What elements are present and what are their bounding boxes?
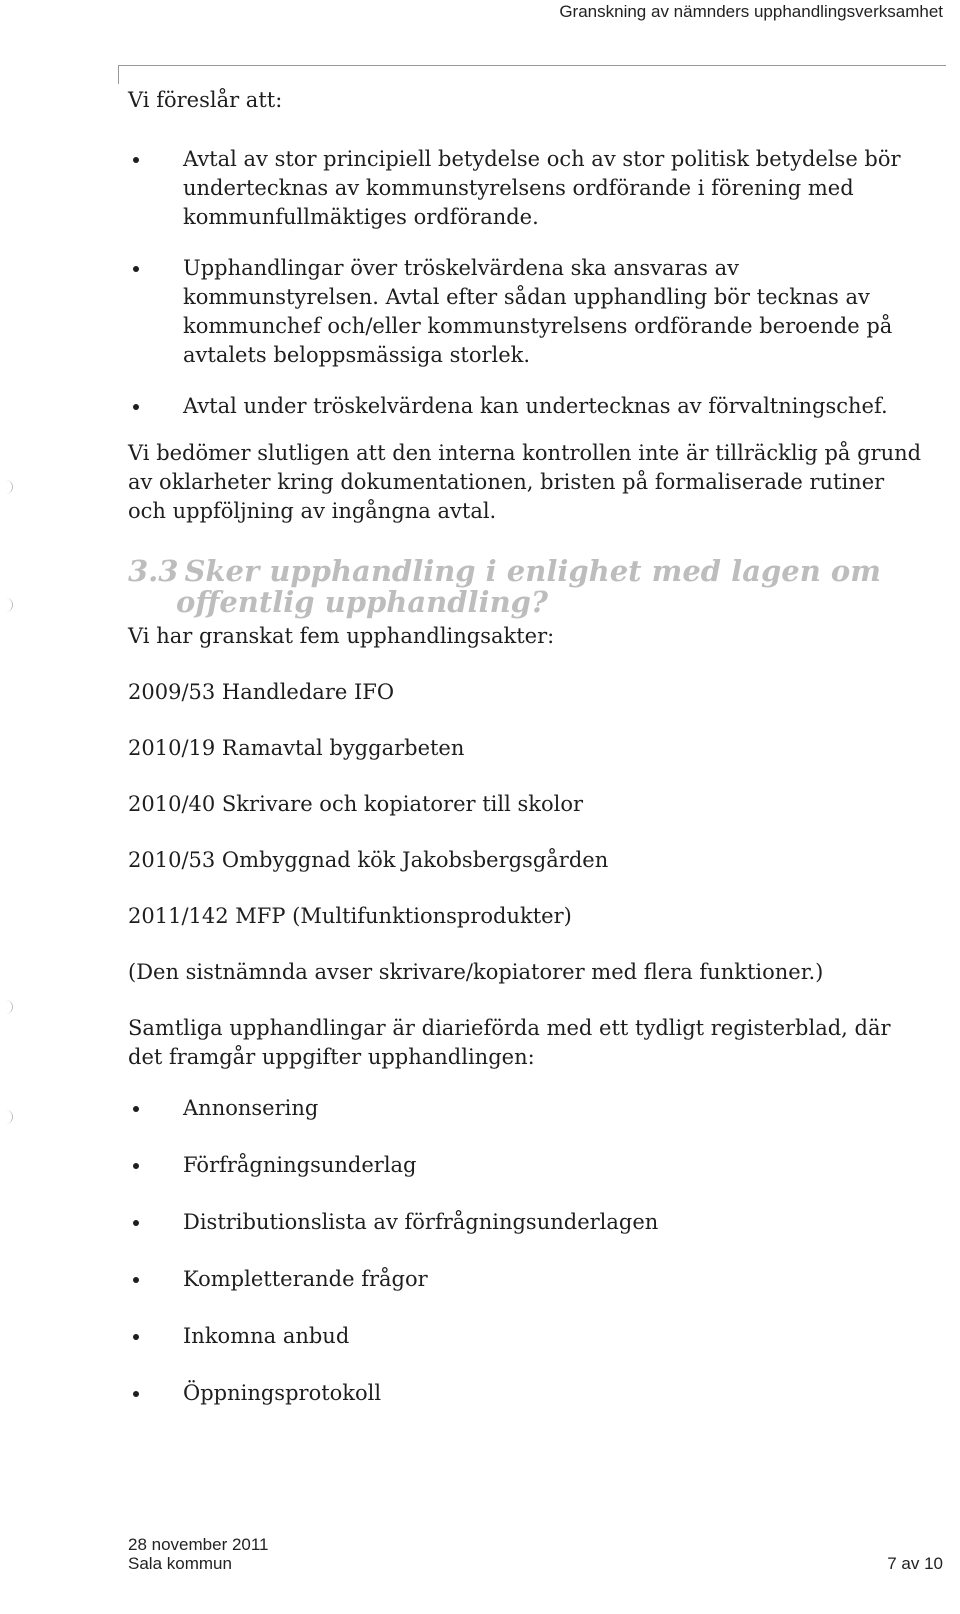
note-paragraph: (Den sistnämnda avser skrivare/kopiatorer med flera funktioner.) — [128, 960, 824, 984]
assessment-paragraph: Vi bedömer slutligen att den interna kontrollen inte är tillräcklig på grund av oklarheter kring dokumentationen, bristen på formaliserade rutiner och uppföljning av ingångna avtal. — [128, 441, 922, 523]
reviewed-intro: Vi har granskat fem upphandlingsakter: — [128, 624, 555, 648]
document-item: Kompletterande frågor — [128, 1265, 928, 1294]
proposal-list — [128, 145, 928, 421]
section-title-line2: offentlig upphandling? — [176, 585, 548, 619]
footer — [128, 1535, 269, 1573]
document-item: Förfrågningsunderlag — [128, 1151, 928, 1180]
case-item: 2010/40 Skrivare och kopiatorer till skolor — [128, 792, 584, 816]
margin-mark — [2, 1110, 13, 1124]
section-number: 3.3 — [128, 554, 179, 588]
proposal-item: Upphandlingar över tröskelvärdena ska ansvaras av kommunstyrelsen. Avtal efter sådan upphandling bör tecknas av kommunchef och/eller kommunstyrelsens ordförande beroende på avtalets beloppsmässiga storlek. — [128, 254, 928, 370]
document-item: Annonsering — [128, 1094, 928, 1123]
case-list — [128, 678, 928, 931]
summary-paragraph: Samtliga upphandlingar är diarieförda med ett tydligt registerblad, där det framgår uppgifter upphandlingen: — [128, 1016, 891, 1069]
intro-text: Vi föreslår att: — [128, 88, 283, 112]
case-item: 2009/53 Handledare IFO — [128, 680, 395, 704]
document-item: Distributionslista av förfrågningsunderlagen — [128, 1208, 928, 1237]
case-item: 2010/19 Ramavtal byggarbeten — [128, 736, 465, 760]
header-rule-tick — [118, 66, 119, 84]
case-item: 2011/142 MFP (Multifunktionsprodukter) — [128, 904, 572, 928]
section-title-line1: Sker upphandling i enlighet med lagen om — [184, 554, 881, 588]
case-item: 2010/53 Ombyggnad kök Jakobsbergsgården — [128, 848, 609, 872]
document-item: Öppningsprotokoll — [128, 1379, 928, 1408]
margin-mark — [2, 1000, 13, 1014]
proposal-item: Avtal under tröskelvärdena kan undertecknas av förvaltningschef. — [128, 392, 928, 421]
footer-org: Sala kommun — [128, 1554, 232, 1573]
margin-mark — [2, 480, 13, 494]
page-body — [128, 86, 928, 1436]
margin-mark — [2, 598, 13, 612]
document-list — [128, 1094, 928, 1408]
section-heading — [128, 556, 928, 618]
page-number: 7 av 10 — [887, 1554, 943, 1573]
document-item: Inkomna anbud — [128, 1322, 928, 1351]
proposal-item: Avtal av stor principiell betydelse och av stor politisk betydelse bör undertecknas av kommunstyrelsens ordförande i förening med kommunfullmäktiges ordförande. — [128, 145, 928, 232]
header-rule — [118, 65, 946, 66]
footer-date: 28 november 2011 — [128, 1535, 269, 1554]
running-header: Granskning av nämnders upphandlingsverksamhet — [559, 2, 943, 21]
